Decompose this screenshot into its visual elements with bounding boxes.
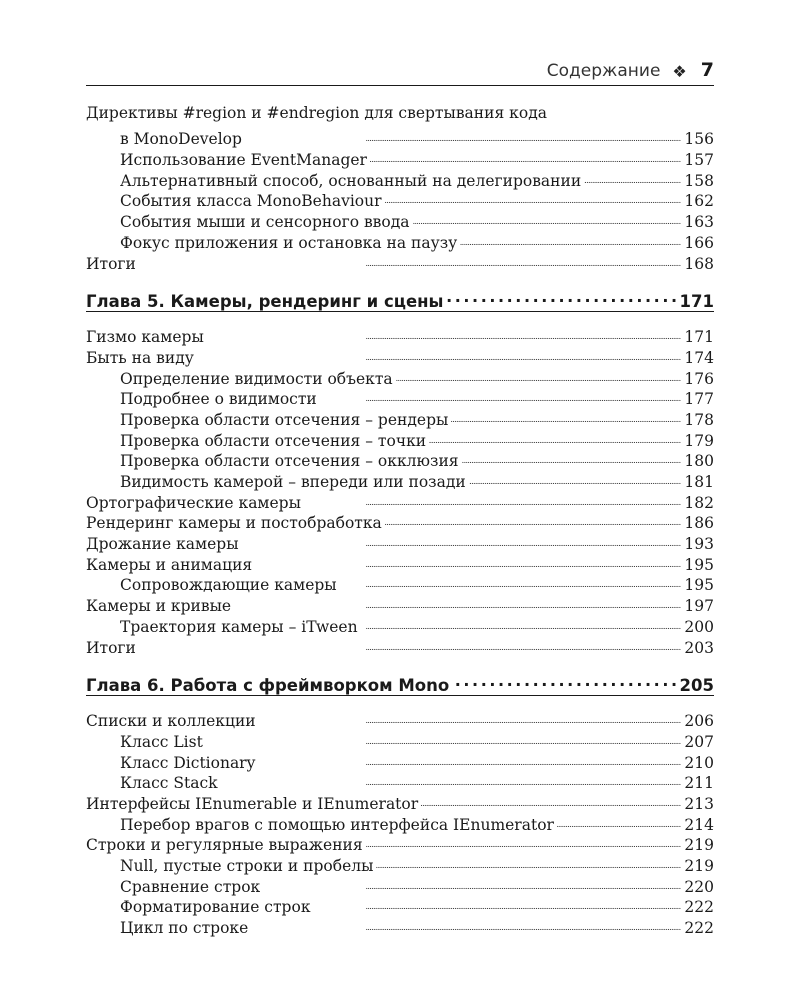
entry-title: Класс Stack	[120, 774, 218, 793]
entry-title: Камеры и анимация	[86, 555, 253, 574]
entry-title: Цикл по строке	[120, 919, 249, 938]
entry-page: 222	[684, 898, 714, 917]
chapter-page: 205	[679, 675, 714, 695]
entry-page: 207	[684, 732, 714, 751]
dot-leader	[314, 892, 682, 913]
page-number: 7	[700, 59, 714, 81]
entry-title: Проверка области отсечения – рендеры	[120, 410, 449, 429]
entry-title: Проверка области отсечения – точки	[120, 431, 427, 450]
entry-title: Гизмо камеры	[86, 328, 204, 347]
entry-page: 174	[684, 348, 714, 367]
entry-title: Подробнее о видимости	[120, 390, 317, 409]
dot-leader	[469, 466, 682, 487]
entry-title: Итоги	[86, 254, 136, 273]
toc-entry-title-line: Директивы #region и #endregion для свертывания кода	[86, 104, 547, 122]
dot-leader	[462, 446, 682, 467]
entry-title: Форматирование строк	[120, 898, 311, 917]
entry-page: 181	[684, 473, 714, 491]
dot-leader	[340, 570, 682, 591]
dot-leader	[451, 404, 681, 425]
dot-leader	[460, 227, 681, 248]
entry-title: в MonoDevelop	[120, 130, 242, 149]
chapter-heading[interactable]	[86, 665, 714, 696]
dot-leader	[584, 165, 681, 186]
entry-page: 158	[684, 171, 714, 190]
entry-page: 180	[684, 452, 714, 471]
entry-page: 182	[684, 493, 714, 512]
dot-leader	[429, 425, 681, 446]
dot-leader	[447, 281, 675, 307]
toc-entry[interactable]	[86, 248, 714, 273]
dot-leader	[370, 144, 681, 165]
entry-title: Использование EventManager	[120, 151, 367, 170]
dot-leader	[396, 363, 682, 384]
toc-entry[interactable]	[86, 124, 714, 149]
entry-title: Итоги	[86, 638, 136, 657]
dot-leader	[258, 747, 681, 768]
entry-title: Альтернативный способ, основанный на делегировании	[120, 171, 582, 190]
dot-leader	[206, 726, 682, 747]
entry-title: Сопровождающие камеры	[120, 576, 337, 595]
dot-leader	[385, 508, 682, 529]
entry-page: 210	[684, 753, 714, 772]
entry-page: 203	[684, 638, 714, 657]
entry-page: 178	[684, 410, 714, 429]
entry-title: Видимость камерой – впереди или позади	[120, 473, 466, 491]
dot-leader	[255, 549, 681, 570]
entry-title: События мыши и сенсорного ввода	[120, 213, 410, 232]
entry-title: Проверка области отсечения – окклюзия	[120, 452, 459, 471]
entry-page: 214	[684, 815, 714, 834]
dot-leader	[245, 124, 681, 145]
entry-title: Списки и коллекции	[86, 712, 256, 731]
table-of-contents	[86, 103, 714, 938]
entry-title: События класса MonoBehaviour	[120, 192, 382, 211]
entry-title: Дрожание камеры	[86, 535, 239, 554]
dot-leader	[263, 871, 681, 892]
entry-page: 219	[684, 836, 714, 855]
toc-entry[interactable]	[86, 706, 714, 731]
entry-title: Рендеринг камеры и постобработка	[86, 514, 382, 533]
entry-page: 176	[684, 369, 714, 388]
dot-leader	[453, 665, 675, 691]
dot-leader	[197, 342, 682, 363]
entry-page: 197	[684, 597, 714, 616]
entry-title: Класс Dictionary	[120, 753, 256, 772]
dot-leader	[139, 248, 682, 269]
entry-page: 211	[684, 774, 714, 793]
chapter-title: Глава 6. Работа с фреймворком Mono	[86, 675, 450, 695]
dot-leader	[242, 528, 682, 549]
toc-entry[interactable]	[86, 322, 714, 347]
entry-page: 195	[684, 555, 714, 574]
running-header	[86, 56, 714, 86]
chapter-title: Глава 5. Камеры, рендеринг и сцены	[86, 291, 444, 311]
entry-page: 166	[684, 233, 714, 252]
dot-leader	[234, 590, 681, 611]
entry-page: 177	[684, 390, 714, 409]
entry-title: Null, пустые строки и пробелы	[120, 857, 374, 875]
entry-page: 222	[684, 919, 714, 938]
dot-leader	[320, 384, 682, 405]
dot-leader	[366, 830, 682, 851]
dot-leader	[207, 322, 682, 343]
entry-title: Интерфейсы IEnumerable и IEnumerator	[86, 794, 419, 813]
ornament-icon: ❖	[672, 62, 687, 81]
toc-entry[interactable]	[86, 632, 714, 657]
entry-title: Определение видимости объекта	[120, 369, 393, 388]
dot-leader	[557, 809, 681, 830]
entry-page: 219	[684, 857, 714, 875]
entry-page: 168	[684, 254, 714, 273]
chapter-heading[interactable]	[86, 281, 714, 312]
dot-leader	[421, 788, 681, 809]
entry-page: 156	[684, 130, 714, 149]
entry-title: Класс List	[120, 732, 203, 751]
entry-page: 213	[684, 794, 714, 813]
dot-leader	[259, 706, 682, 727]
entry-title: Траектория камеры – iTween	[120, 617, 358, 636]
dot-leader	[361, 611, 682, 632]
entry-title: Перебор врагов с помощью интерфейса IEnumerator	[120, 815, 554, 834]
header-title: Содержание	[546, 61, 661, 81]
entry-page: 200	[684, 617, 714, 636]
entry-page: 195	[684, 576, 714, 595]
entry-title: Ортографические камеры	[86, 493, 301, 512]
entry-page: 220	[684, 877, 714, 896]
entry-page: 162	[684, 192, 714, 211]
entry-title: Строки и регулярные выражения	[86, 836, 363, 855]
dot-leader	[304, 487, 681, 508]
dot-leader	[251, 912, 681, 933]
entry-page: 193	[684, 535, 714, 554]
dot-leader	[221, 768, 682, 789]
dot-leader	[413, 206, 682, 227]
entry-title: Быть на виду	[86, 348, 194, 367]
dot-leader	[139, 632, 682, 653]
entry-title: Сравнение строк	[120, 877, 261, 896]
dot-leader	[385, 186, 682, 207]
chapter-page: 171	[679, 291, 714, 311]
entry-page: 186	[684, 514, 714, 533]
entry-title: Фокус приложения и остановка на паузу	[120, 233, 458, 252]
entry-page: 157	[684, 151, 714, 170]
entry-page: 163	[684, 213, 714, 232]
entry-page: 179	[684, 431, 714, 450]
entry-page: 171	[684, 328, 714, 347]
entry-page: 206	[684, 712, 714, 731]
dot-leader	[376, 850, 681, 871]
entry-title: Камеры и кривые	[86, 597, 232, 616]
